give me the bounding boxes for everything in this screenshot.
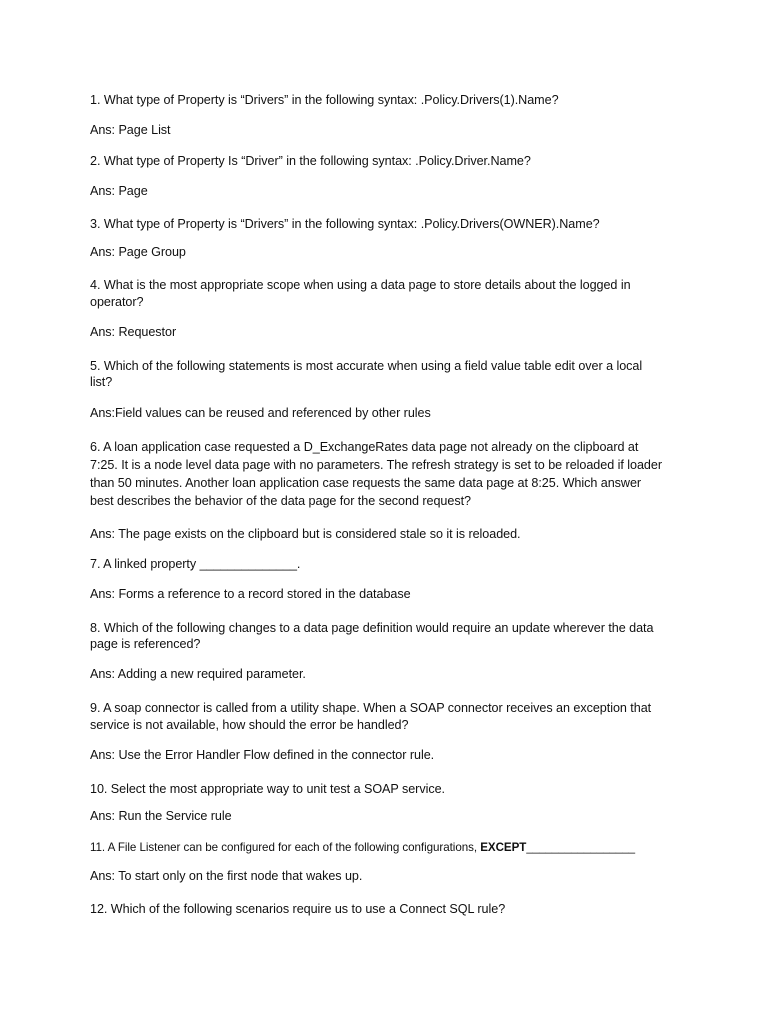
- question-5-line-2: list?: [90, 375, 113, 389]
- answer-2: Ans: Page: [90, 184, 148, 198]
- question-11-blank: _________________: [526, 841, 636, 854]
- question-2-line-1: 2. What type of Property Is “Driver” in the following syntax: .Policy.Driver.Name?: [90, 154, 531, 168]
- question-6-line-2: 7:25. It is a node level data page with no parameters. The refresh strategy is set to be reloaded if loader: [90, 458, 662, 472]
- question-1-line-1: 1. What type of Property is “Drivers” in the following syntax: .Policy.Drivers(1).Name?: [90, 93, 559, 107]
- question-5-line-1: 5. Which of the following statements is most accurate when using a field value table edit over a local: [90, 359, 643, 373]
- question-8-line-2: page is referenced?: [90, 637, 201, 651]
- question-10-line-1: 10. Select the most appropriate way to unit test a SOAP service.: [90, 782, 445, 796]
- answer-6: Ans: The page exists on the clipboard but is considered stale so it is reloaded.: [90, 527, 521, 541]
- question-4-line-1: 4. What is the most appropriate scope when using a data page to store details about the logged in: [90, 278, 631, 292]
- question-9-line-1: 9. A soap connector is called from a utility shape. When a SOAP connector receives an exception that: [90, 701, 652, 715]
- answer-1: Ans: Page List: [90, 123, 171, 137]
- answer-8: Ans: Adding a new required parameter.: [90, 667, 306, 681]
- question-7-line-1: 7. A linked property ______________.: [90, 557, 301, 571]
- question-8-line-1: 8. Which of the following changes to a data page definition would require an update wherever the data: [90, 621, 654, 635]
- answer-3: Ans: Page Group: [90, 245, 186, 259]
- question-12-line-1: 12. Which of the following scenarios require us to use a Connect SQL rule?: [90, 902, 506, 916]
- question-6-line-1: 6. A loan application case requested a D_ExchangeRates data page not already on the clipboard at: [90, 440, 639, 454]
- answer-11: Ans: To start only on the first node that wakes up.: [90, 869, 363, 883]
- answer-5: Ans:Field values can be reused and referenced by other rules: [90, 406, 431, 420]
- answer-7: Ans: Forms a reference to a record stored in the database: [90, 587, 411, 601]
- answer-10: Ans: Run the Service rule: [90, 809, 232, 823]
- question-11-line-1: [90, 839, 680, 856]
- question-6-line-3: than 50 minutes. Another loan application case requests the same data page at 8:25. Which answer: [90, 476, 642, 490]
- question-4-line-2: operator?: [90, 295, 144, 309]
- question-6-line-4: best describes the behavior of the data page for the second request?: [90, 494, 471, 508]
- question-9-line-2: service is not available, how should the error be handled?: [90, 718, 409, 732]
- answer-4: Ans: Requestor: [90, 325, 177, 339]
- question-11-except: EXCEPT: [480, 841, 527, 854]
- answer-9: Ans: Use the Error Handler Flow defined in the connector rule.: [90, 748, 435, 762]
- question-3-line-1: 3. What type of Property is “Drivers” in the following syntax: .Policy.Drivers(OWNER).Name?: [90, 217, 600, 231]
- question-11-prefix: 11. A File Listener can be configured for each of the following configurations,: [90, 841, 481, 854]
